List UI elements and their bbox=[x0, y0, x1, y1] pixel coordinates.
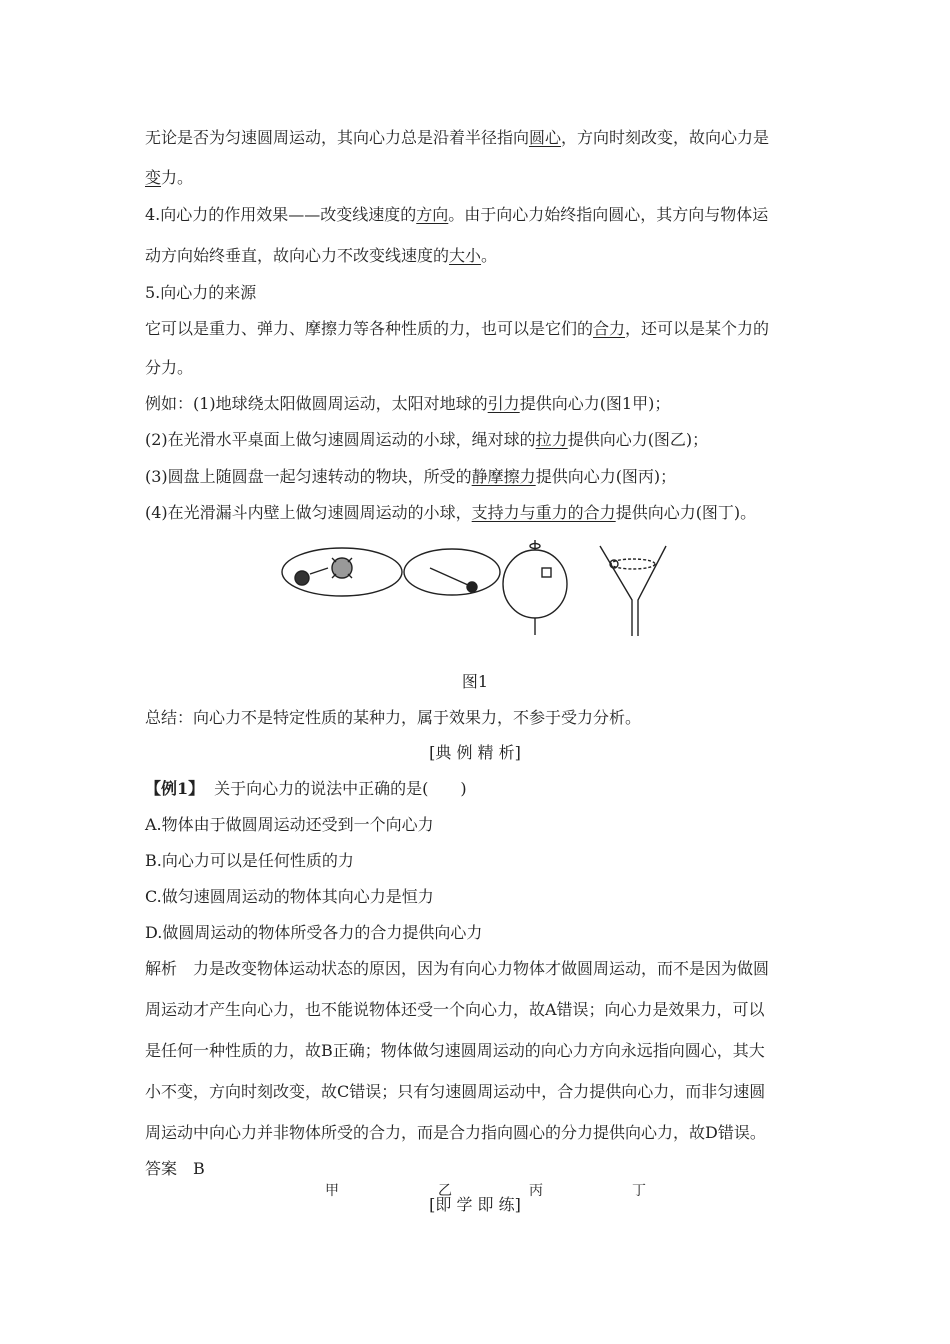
figure-label-bing: 丙 bbox=[529, 1183, 543, 1199]
text-line: 无论是否为匀速圆周运动，其向心力总是沿着半径指向圆心，方向时刻改变，故向心力是 bbox=[145, 128, 770, 147]
blank-answer: 大小 bbox=[449, 246, 482, 265]
text-line: 变力。 bbox=[145, 168, 194, 187]
text-line: 它可以是重力、弹力、摩擦力等各种性质的力，也可以是它们的合力，还可以是某个力的 bbox=[145, 319, 770, 338]
analysis-line: 周运动中向心力并非物体所受的合力，而是合力指向圆心的分力提供向心力，故D错误。 bbox=[145, 1123, 766, 1142]
text-line: 动方向始终垂直，故向心力不改变线速度的大小。 bbox=[145, 246, 498, 265]
text-line: 4.向心力的作用效果——改变线速度的方向。由于向心力始终指向圆心，其方向与物体运 bbox=[145, 205, 769, 224]
example-question: 【例1】 关于向心力的说法中正确的是( ) bbox=[145, 779, 467, 798]
blank-answer: 引力 bbox=[487, 394, 520, 413]
blank-answer: 合力 bbox=[593, 319, 626, 338]
sun-earth-diagram bbox=[282, 548, 402, 596]
blank-answer: 支持力与重力的合力 bbox=[471, 503, 616, 522]
text-line: (2)在光滑水平桌面上做匀速圆周运动的小球，绳对球的拉力提供向心力(图乙)； bbox=[145, 430, 709, 449]
answer-label: 答案 bbox=[145, 1159, 178, 1178]
section-heading: 5.向心力的来源 bbox=[145, 283, 257, 302]
analysis-line: 周运动才产生向心力，也不能说物体还受一个向心力，故A错误；向心力是效果力，可以 bbox=[145, 1000, 765, 1019]
analysis-label: 解析 bbox=[145, 959, 178, 978]
blank-answer: 圆心 bbox=[529, 128, 562, 147]
option-d: D.做圆周运动的物体所受各力的合力提供向心力 bbox=[145, 923, 483, 942]
option-b: B.向心力可以是任何性质的力 bbox=[145, 851, 354, 870]
figure-label-yi: 乙 bbox=[438, 1183, 452, 1199]
section-title-practice: [即 学 即 练] bbox=[429, 1195, 521, 1214]
example-tag: 【例1】 bbox=[145, 779, 205, 798]
blank-answer: 方向 bbox=[416, 205, 449, 224]
figure-label-ding: 丁 bbox=[632, 1183, 646, 1199]
blank-answer: 变 bbox=[145, 168, 162, 187]
analysis-line: 是任何一种性质的力，故B正确；物体做匀速圆周运动的向心力方向永远指向圆心，其大 bbox=[145, 1041, 765, 1060]
text-line: 例如：(1)地球绕太阳做圆周运动，太阳对地球的引力提供向心力(图1甲)； bbox=[145, 394, 671, 413]
figure-label-jia: 甲 bbox=[325, 1183, 339, 1199]
turntable-diagram bbox=[503, 540, 567, 635]
figure-caption: 图1 bbox=[461, 672, 489, 691]
section-title-examples: [典 例 精 析] bbox=[429, 743, 521, 762]
summary-text: 总结：向心力不是特定性质的某种力，属于效果力，不参于受力分析。 bbox=[145, 708, 642, 727]
text-line: (3)圆盘上随圆盘一起匀速转动的物块，所受的静摩擦力提供向心力(图丙)； bbox=[145, 467, 677, 486]
figure-drawings bbox=[280, 540, 670, 660]
answer-value: B bbox=[193, 1159, 205, 1178]
option-c: C.做匀速圆周运动的物体其向心力是恒力 bbox=[145, 887, 434, 906]
analysis-line: 解析 力是改变物体运动状态的原因，因为有向心力物体才做圆周运动，而不是因为做圆 bbox=[145, 959, 770, 978]
answer-line bbox=[145, 1159, 205, 1179]
blank-answer: 静摩擦力 bbox=[471, 467, 536, 486]
text-line: 分力。 bbox=[145, 358, 194, 377]
blank-answer: 拉力 bbox=[535, 430, 568, 449]
funnel-diagram bbox=[600, 546, 666, 636]
option-a: A.物体由于做圆周运动还受到一个向心力 bbox=[145, 815, 434, 834]
ball-on-string-diagram bbox=[404, 549, 500, 595]
text-line: (4)在光滑漏斗内壁上做匀速圆周运动的小球，支持力与重力的合力提供向心力(图丁)。 bbox=[145, 503, 757, 522]
analysis-line: 小不变，方向时刻改变，故C错误；只有匀速圆周运动中，合力提供向心力，而非匀速圆 bbox=[145, 1082, 766, 1101]
